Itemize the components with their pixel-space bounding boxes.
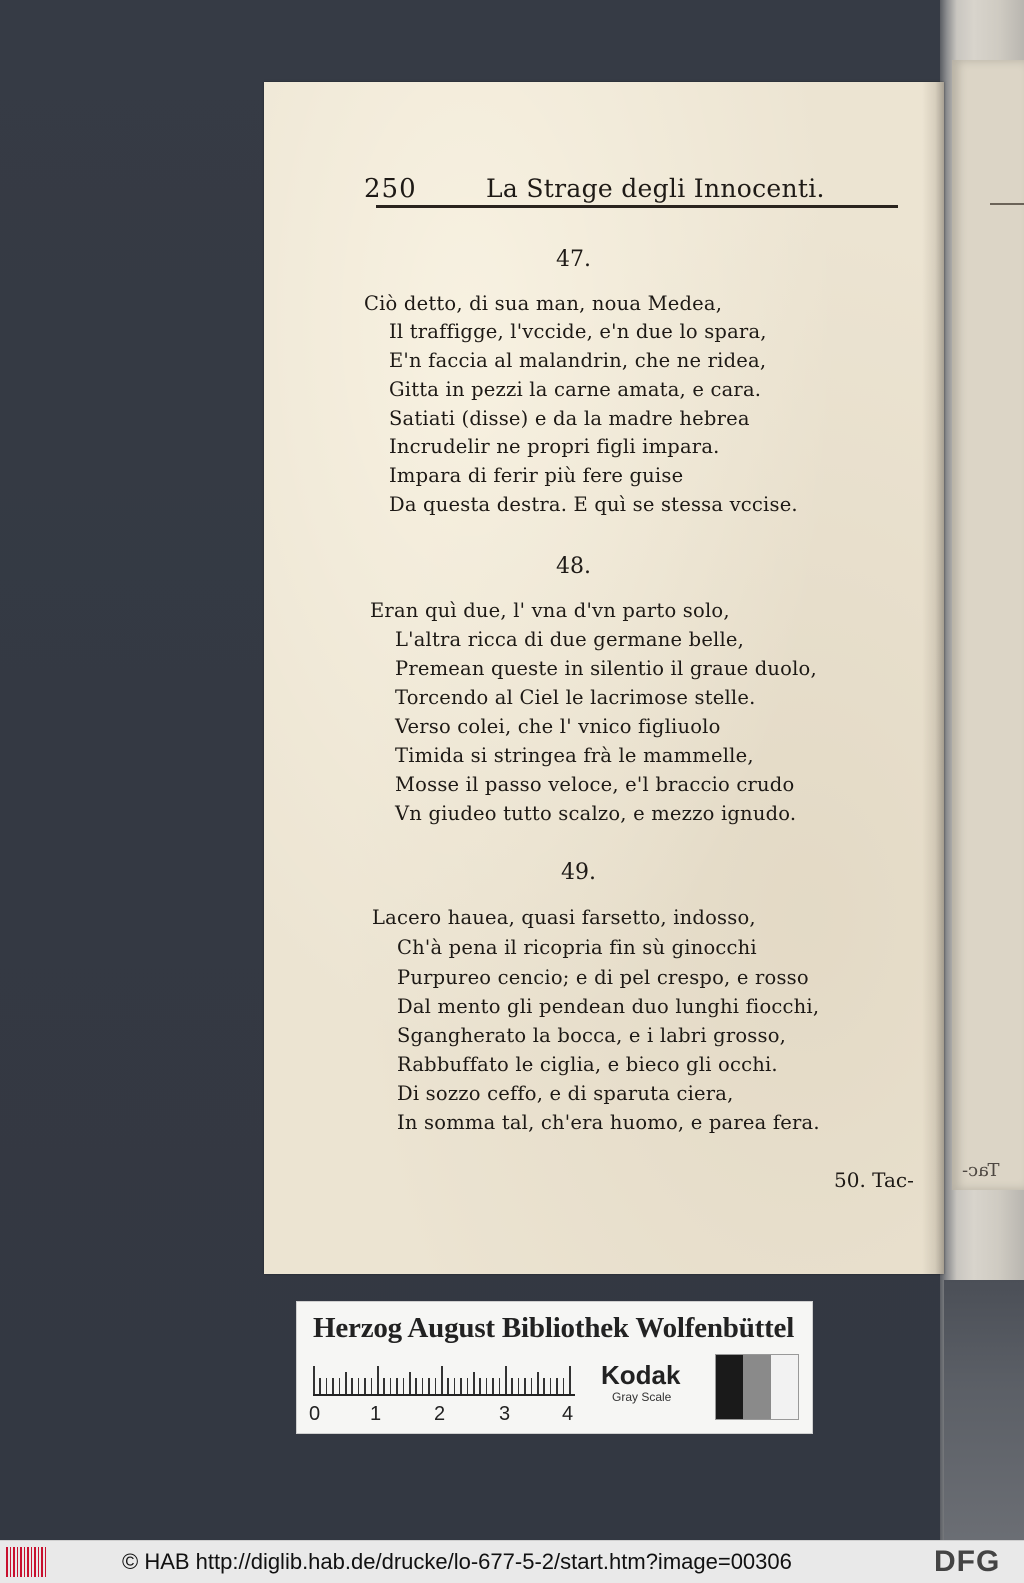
verse-line: Ch'à pena il ricopria fin sù ginocchi xyxy=(397,936,757,959)
book-page xyxy=(264,82,944,1274)
stanza-number: 47. xyxy=(556,247,591,272)
ruler-tick xyxy=(499,1378,501,1394)
ruler-tick xyxy=(556,1378,558,1394)
verse-line: Verso colei, che l' vnico figliuolo xyxy=(395,715,721,738)
verse-line: Premean queste in silentio il graue duolo, xyxy=(395,657,817,680)
library-name: Herzog August Bibliothek Wolfenbüttel xyxy=(313,1312,795,1344)
verse-line: Torcendo al Ciel le lacrimose stelle. xyxy=(395,686,756,709)
ruler-tick xyxy=(486,1378,488,1394)
adjacent-page-rule xyxy=(990,203,1024,205)
ruler-tick xyxy=(435,1378,437,1394)
ruler-number: 1 xyxy=(370,1403,382,1425)
ruler-tick xyxy=(415,1378,417,1394)
page-header xyxy=(364,174,899,214)
verse-line: Sgangherato la bocca, e i labri grosso, xyxy=(397,1024,787,1047)
verse-line: Eran quì due, l' vna d'vn parto solo, xyxy=(370,599,730,622)
ruler-tick xyxy=(473,1372,475,1394)
verse-line: Di sozzo ceffo, e di sparuta ciera, xyxy=(397,1082,734,1105)
verse-line: Ciò detto, di sua man, noua Medea, xyxy=(364,292,723,315)
running-title: La Strage degli Innocenti. xyxy=(486,174,825,203)
ruler-tick xyxy=(550,1378,552,1394)
ruler-tick xyxy=(569,1366,571,1394)
ruler-tick xyxy=(518,1378,520,1394)
verse-line: Lacero hauea, quasi farsetto, indosso, xyxy=(372,906,756,929)
ruler-tick xyxy=(371,1378,373,1394)
kodak-logo: Kodak xyxy=(601,1360,681,1390)
stanza-number: 49. xyxy=(561,860,596,885)
ruler-tick xyxy=(467,1378,469,1394)
header-rule xyxy=(376,205,898,208)
gray-swatch xyxy=(771,1355,798,1419)
ruler-tick xyxy=(396,1378,398,1394)
gray-scale-swatches xyxy=(715,1354,799,1420)
ruler-tick xyxy=(543,1378,545,1394)
verse-line: Da questa destra. E quì se stessa vccise. xyxy=(389,493,798,516)
ruler-tick xyxy=(563,1378,565,1394)
ruler-tick xyxy=(326,1378,328,1394)
ruler-tick xyxy=(351,1378,353,1394)
verse-line: Impara di ferir più fere guise xyxy=(389,464,684,487)
ruler-tick xyxy=(383,1378,385,1394)
page-gutter-shadow xyxy=(922,82,944,1274)
dfg-logo: DFG xyxy=(934,1545,1001,1578)
adjacent-page-catchword: Tac- xyxy=(962,1160,1000,1181)
page-number: 250 xyxy=(364,174,417,204)
ruler-tick xyxy=(441,1366,443,1394)
gray-swatch xyxy=(743,1355,770,1419)
ruler-tick xyxy=(332,1378,334,1394)
ruler-tick xyxy=(531,1378,533,1394)
verse-line: Timida si stringea frà le mammelle, xyxy=(395,744,754,767)
ruler-tick xyxy=(454,1378,456,1394)
adjacent-page xyxy=(952,60,1024,1190)
ruler-tick xyxy=(339,1378,341,1394)
ruler-tick xyxy=(460,1378,462,1394)
ruler-tick xyxy=(403,1378,405,1394)
ruler-tick xyxy=(492,1378,494,1394)
ruler-number: 3 xyxy=(499,1403,511,1425)
ruler-tick xyxy=(447,1378,449,1394)
verse-line: Rabbuffato le ciglia, e bieco gli occhi. xyxy=(397,1053,778,1076)
sleeve-bottom xyxy=(944,1280,1024,1540)
ruler-tick xyxy=(524,1378,526,1394)
gray-scale-caption: Gray Scale xyxy=(612,1390,672,1404)
ruler-tick xyxy=(390,1378,392,1394)
ruler-tick xyxy=(422,1378,424,1394)
ruler-tick xyxy=(505,1366,507,1394)
ruler-tick xyxy=(345,1372,347,1394)
ruler-tick xyxy=(364,1378,366,1394)
ruler-number: 2 xyxy=(434,1403,446,1425)
ruler-tick xyxy=(511,1378,513,1394)
ruler-number: 0 xyxy=(309,1403,321,1425)
verse-line: Dal mento gli pendean duo lunghi fiocchi, xyxy=(397,995,820,1018)
verse-line: E'n faccia al malandrin, che ne ridea, xyxy=(389,349,767,372)
ruler-tick xyxy=(377,1366,379,1394)
verse-line: Satiati (disse) e da la madre hebrea xyxy=(389,407,750,430)
ruler-tick xyxy=(358,1378,360,1394)
verse-line: Incrudelir ne propri figli impara. xyxy=(389,435,720,458)
ruler-tick xyxy=(313,1366,315,1394)
ruler-tick xyxy=(428,1378,430,1394)
ruler-tick xyxy=(537,1372,539,1394)
verse-line: Mosse il passo veloce, e'l braccio crudo xyxy=(395,773,795,796)
ruler-baseline xyxy=(313,1394,575,1396)
library-scale-label xyxy=(296,1301,813,1434)
ruler-tick xyxy=(319,1378,321,1394)
gray-swatch xyxy=(716,1355,743,1419)
catchword: 50. Tac- xyxy=(834,1168,914,1192)
verse-line: Vn giudeo tutto scalzo, e mezzo ignudo. xyxy=(395,802,797,825)
measurement-ruler xyxy=(313,1360,575,1396)
verse-line: In somma tal, ch'era huomo, e parea fera. xyxy=(397,1111,820,1134)
footer-bar xyxy=(0,1540,1024,1583)
stanza-number: 48. xyxy=(556,554,591,579)
verse-line: Purpureo cencio; e di pel crespo, e rosso xyxy=(397,966,809,989)
ruler-tick xyxy=(479,1378,481,1394)
ruler-tick xyxy=(409,1372,411,1394)
barcode-icon xyxy=(6,1547,48,1577)
copyright-url[interactable]: © HAB http://diglib.hab.de/drucke/lo-677-5-2/start.htm?image=00306 xyxy=(122,1549,792,1574)
verse-line: L'altra ricca di due germane belle, xyxy=(395,628,745,651)
ruler-number: 4 xyxy=(562,1403,574,1425)
verse-line: Il traffigge, l'vccide, e'n due lo spara, xyxy=(389,320,767,343)
verse-line: Gitta in pezzi la carne amata, e cara. xyxy=(389,378,762,401)
